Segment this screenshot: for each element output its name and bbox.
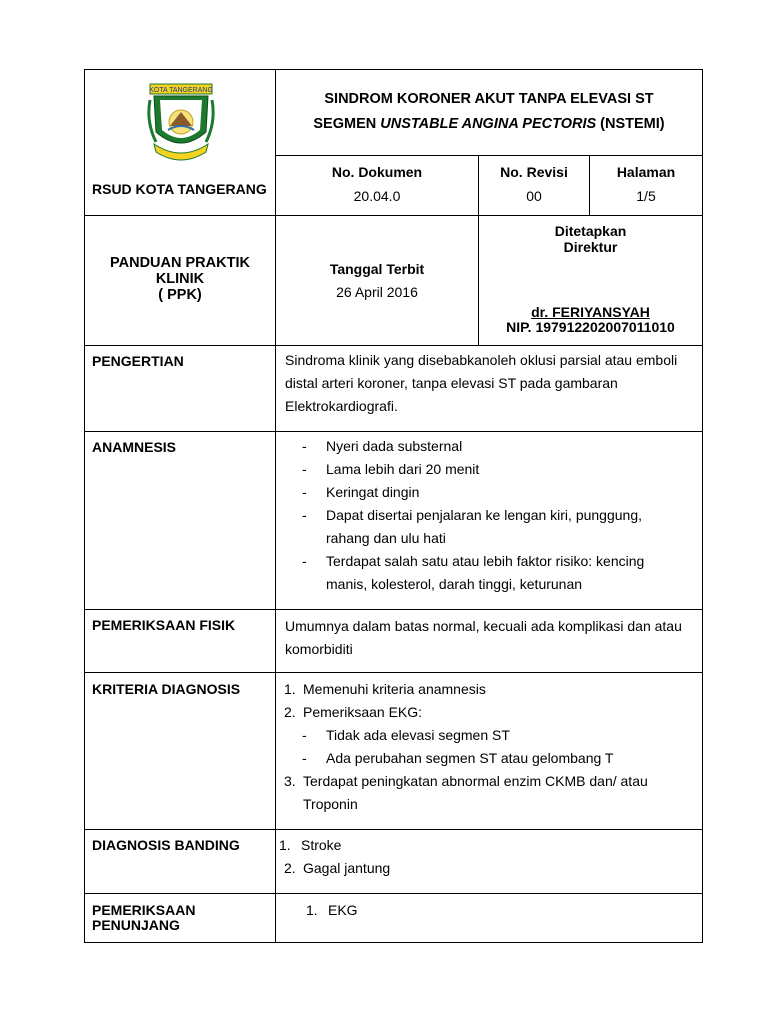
anamnesis-list	[302, 438, 702, 608]
logo-text: KOTA TANGERANG	[149, 87, 213, 94]
row-divider	[84, 431, 703, 432]
pemeriksaan-penunjang-list	[306, 902, 606, 926]
ppk-title-line1: PANDUAN PRAKTIK	[110, 255, 250, 271]
header-divider-title	[275, 155, 703, 156]
header-divider-docrow	[84, 215, 703, 216]
list-item-text: Pemeriksaan EKG:	[303, 704, 423, 720]
bullet-dash: -	[302, 507, 307, 523]
table-border-right	[702, 69, 703, 943]
page-label: Halaman	[616, 164, 676, 180]
issue-date-value: 26 April 2016	[336, 284, 418, 300]
table-border-top	[84, 69, 703, 70]
list-item-text: Lama lebih dari 20 menit	[326, 461, 480, 477]
list-item-text: Stroke	[301, 837, 342, 853]
city-emblem-icon	[146, 82, 216, 168]
city-logo	[146, 82, 216, 168]
approved-by-line2: Direktur	[563, 239, 618, 255]
pemeriksaan-fisik-line: komorbiditi	[285, 641, 353, 657]
title-italic: UNSTABLE ANGINA PECTORIS	[380, 116, 597, 132]
bullet-dash: -	[302, 438, 307, 454]
list-item-text: EKG	[328, 902, 358, 918]
list-item-text: rahang dan ulu hati	[326, 530, 446, 546]
bullet-dash: -	[302, 750, 307, 766]
page-value: 1/5	[636, 188, 656, 204]
list-item-text: Terdapat peningkatan abnormal enzim CKMB dan/ atau	[303, 773, 648, 789]
table-border-bottom	[84, 942, 703, 943]
list-item-text: manis, kolesterol, darah tinggi, keturunan	[326, 576, 583, 592]
revision-label: No. Revisi	[500, 164, 568, 180]
list-number: 1.	[284, 681, 296, 697]
list-number: 1.	[279, 837, 291, 853]
section-label-pengertian: PENGERTIAN	[92, 353, 184, 369]
section-label-kriteria-diagnosis: KRITERIA DIAGNOSIS	[92, 681, 241, 697]
row-divider	[84, 345, 703, 346]
list-item-text: Nyeri dada substernal	[326, 438, 463, 454]
list-number: 2.	[284, 704, 296, 720]
row-divider	[84, 672, 703, 673]
document-title-line2	[276, 116, 702, 132]
list-number: 2.	[284, 860, 296, 876]
row-divider	[84, 609, 703, 610]
list-item-text: Keringat dingin	[326, 484, 420, 500]
list-item-text: Memenuhi kriteria anamnesis	[303, 681, 486, 697]
pengertian-line: Elektrokardiografi.	[285, 398, 398, 414]
bullet-dash: -	[302, 461, 307, 477]
ppk-title-line2: KLINIK	[155, 271, 205, 287]
approved-by-line1: Ditetapkan	[554, 223, 627, 239]
row-divider	[84, 829, 703, 830]
row-divider	[84, 893, 703, 894]
section-label-anamnesis: ANAMNESIS	[92, 439, 177, 455]
pemeriksaan-fisik-line: Umumnya dalam batas normal, kecuali ada komplikasi dan atau	[285, 618, 682, 634]
list-item-text: Gagal jantung	[303, 860, 391, 876]
section-label-pemeriksaan-fisik: PEMERIKSAAN FISIK	[92, 617, 236, 633]
list-item-text: Terdapat salah satu atau lebih faktor risiko: kencing	[326, 553, 645, 569]
kriteria-diagnosis-list	[284, 681, 696, 826]
list-number: 1.	[306, 902, 318, 918]
bullet-dash: -	[302, 484, 307, 500]
section-label-pemeriksaan-penunjang-line1: PEMERIKSAAN	[92, 902, 196, 918]
section-label-diagnosis-banding: DIAGNOSIS BANDING	[92, 837, 240, 853]
diagnosis-banding-list	[279, 837, 689, 887]
bullet-dash: -	[302, 553, 307, 569]
ppk-title-line3: ( PPK)	[158, 287, 202, 303]
list-number: 3.	[284, 773, 296, 789]
list-item-text: Ada perubahan segmen ST atau gelombang T	[326, 750, 614, 766]
pengertian-line: Sindroma klinik yang disebabkanoleh oklusi parsial atau emboli	[285, 352, 678, 368]
pengertian-line: distal arteri koroner, tanpa elevasi ST pada gambaran	[285, 375, 618, 391]
table-border-left	[84, 69, 85, 943]
bullet-dash: -	[302, 727, 307, 743]
title-suffix: (NSTEMI)	[596, 116, 665, 132]
doc-number-value: 20.04.0	[353, 188, 401, 204]
title-prefix: SEGMEN	[313, 116, 381, 132]
director-name: dr. FERIYANSYAH	[531, 304, 650, 320]
section-label-pemeriksaan-penunjang-line2: PENUNJANG	[92, 917, 180, 933]
list-item-text: Dapat disertai penjalaran ke lengan kiri, punggung,	[326, 507, 642, 523]
hospital-name: RSUD KOTA TANGERANG	[92, 181, 267, 197]
director-nip: NIP. 197912202007011010	[506, 319, 675, 335]
doc-number-label: No. Dokumen	[331, 164, 423, 180]
document-title-line1: SINDROM KORONER AKUT TANPA ELEVASI ST	[324, 91, 654, 107]
revision-value: 00	[526, 188, 542, 204]
issue-date-label: Tanggal Terbit	[329, 261, 425, 277]
list-item-text: Tidak ada elevasi segmen ST	[326, 727, 510, 743]
list-item-text: Troponin	[303, 796, 358, 812]
